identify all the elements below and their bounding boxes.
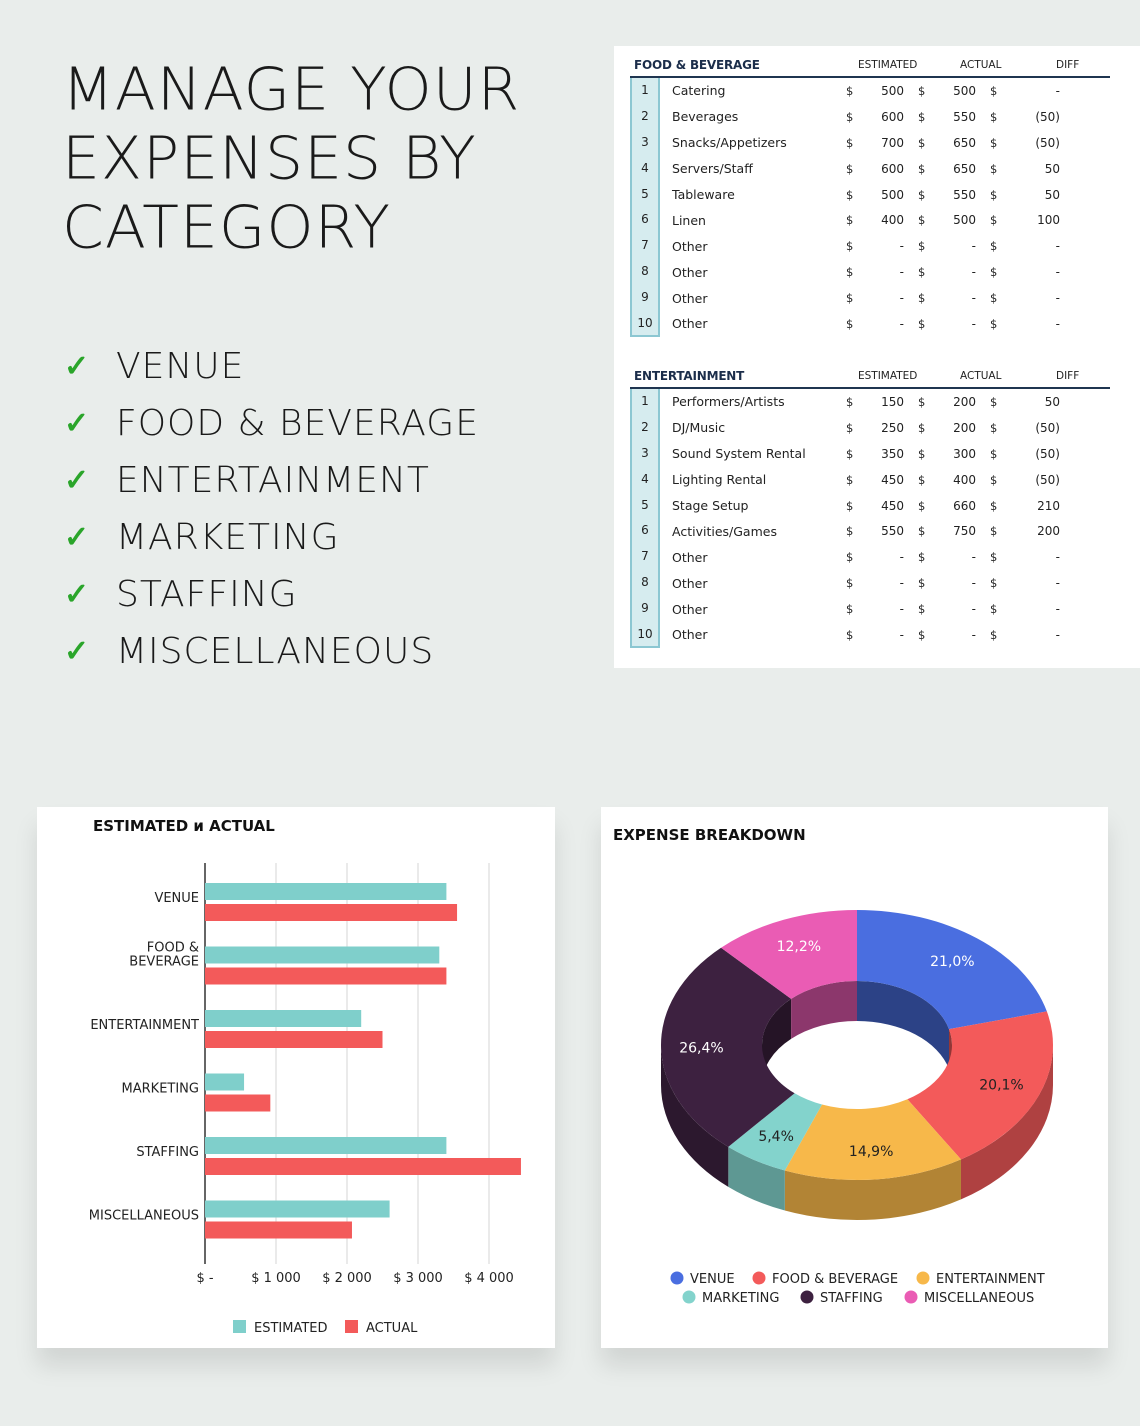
legend-dot bbox=[671, 1272, 684, 1285]
slice-label: 21,0% bbox=[930, 953, 975, 970]
headline-line: CATEGORY bbox=[62, 193, 392, 263]
row-name: Other bbox=[672, 238, 708, 254]
estimated-value: 700 bbox=[881, 135, 904, 150]
currency: $ bbox=[918, 576, 926, 591]
x-tick-label: $ 2 000 bbox=[322, 1271, 372, 1286]
estimated-value: - bbox=[899, 316, 904, 331]
currency: $ bbox=[846, 316, 854, 331]
diff-value: (50) bbox=[1035, 135, 1060, 150]
row-name: Tableware bbox=[672, 187, 735, 202]
legend-label: VENUE bbox=[690, 1272, 735, 1287]
row-number: 7 bbox=[630, 233, 660, 259]
row-number: 4 bbox=[630, 467, 660, 493]
estimated-value: 450 bbox=[881, 472, 904, 487]
slice-label: 12,2% bbox=[776, 939, 822, 956]
currency: $ bbox=[846, 524, 854, 539]
currency: $ bbox=[846, 239, 854, 254]
currency: $ bbox=[918, 239, 926, 254]
table-row bbox=[630, 570, 1110, 596]
legend-label: ENTERTAINMENT bbox=[936, 1272, 1045, 1287]
check-icon: ✓ bbox=[64, 350, 90, 383]
legend-dot bbox=[683, 1291, 696, 1304]
estimated-value: - bbox=[899, 576, 904, 591]
currency: $ bbox=[918, 83, 926, 98]
legend-label: ACTUAL bbox=[366, 1321, 418, 1336]
bar-actual bbox=[205, 1158, 521, 1175]
check-icon: ✓ bbox=[64, 407, 90, 440]
table-row bbox=[630, 285, 1110, 311]
bar-estimated bbox=[205, 1010, 361, 1027]
diff-value: 50 bbox=[1044, 187, 1060, 202]
x-tick-label: $ - bbox=[196, 1271, 214, 1286]
row-number: 7 bbox=[630, 544, 660, 570]
row-name: Other bbox=[672, 290, 708, 306]
row-name: Sound System Rental bbox=[672, 446, 806, 462]
table-row bbox=[630, 441, 1110, 467]
currency: $ bbox=[990, 498, 998, 513]
table-row bbox=[630, 156, 1110, 182]
diff-value: (50) bbox=[1035, 472, 1060, 487]
currency: $ bbox=[846, 472, 854, 487]
col-actual: ACTUAL bbox=[960, 59, 1002, 71]
currency: $ bbox=[846, 576, 854, 591]
category-label: FOOD & bbox=[146, 940, 199, 956]
currency: $ bbox=[846, 550, 854, 565]
currency: $ bbox=[918, 498, 926, 513]
legend-dot bbox=[917, 1272, 930, 1285]
table-row bbox=[630, 544, 1110, 570]
actual-value: - bbox=[971, 627, 976, 642]
pie-chart-title: EXPENSE BREAKDOWN bbox=[613, 826, 806, 844]
col-actual: ACTUAL bbox=[960, 370, 1002, 382]
currency: $ bbox=[846, 213, 854, 228]
row-name: Other bbox=[672, 601, 708, 617]
currency: $ bbox=[990, 446, 998, 461]
table-row bbox=[630, 311, 1110, 337]
table-row bbox=[630, 78, 1110, 104]
actual-value: - bbox=[971, 602, 976, 617]
currency: $ bbox=[918, 394, 926, 409]
table-row bbox=[630, 207, 1110, 233]
currency: $ bbox=[918, 316, 926, 331]
estimated-value: 400 bbox=[881, 213, 904, 228]
diff-value: (50) bbox=[1035, 420, 1060, 435]
row-name: Performers/Artists bbox=[672, 394, 785, 410]
table-row bbox=[630, 596, 1110, 622]
currency: $ bbox=[846, 265, 854, 280]
legend-label: MARKETING bbox=[702, 1291, 780, 1306]
actual-value: 300 bbox=[953, 446, 976, 461]
estimated-value: 600 bbox=[881, 109, 904, 124]
diff-value: - bbox=[1055, 316, 1060, 331]
actual-value: 500 bbox=[953, 213, 976, 228]
estimated-value: 150 bbox=[881, 394, 904, 409]
bar-estimated bbox=[205, 1137, 446, 1154]
row-number: 1 bbox=[630, 78, 660, 104]
diff-value: 200 bbox=[1037, 524, 1060, 539]
diff-value: 50 bbox=[1044, 161, 1060, 176]
row-name: Linen bbox=[672, 212, 706, 228]
actual-value: 750 bbox=[953, 524, 976, 539]
category-item bbox=[64, 509, 544, 566]
diff-value: 210 bbox=[1037, 498, 1060, 513]
estimated-value: 500 bbox=[881, 187, 904, 202]
category-item bbox=[64, 338, 544, 395]
category-label: ENTERTAINMENT bbox=[116, 460, 430, 501]
estimated-value: - bbox=[899, 265, 904, 280]
table-row bbox=[630, 622, 1110, 648]
row-number: 6 bbox=[630, 207, 660, 233]
estimated-value: - bbox=[899, 602, 904, 617]
row-name: Catering bbox=[672, 83, 726, 99]
table-row bbox=[630, 104, 1110, 130]
estimated-value: 450 bbox=[881, 498, 904, 513]
currency: $ bbox=[990, 161, 998, 176]
row-name: Other bbox=[672, 575, 708, 591]
headline-line: MANAGE YOUR bbox=[62, 55, 521, 125]
category-item bbox=[64, 566, 544, 623]
row-number: 5 bbox=[630, 182, 660, 208]
currency: $ bbox=[918, 472, 926, 487]
table-row bbox=[630, 493, 1110, 519]
category-label: MARKETING bbox=[121, 1081, 199, 1097]
bar-estimated bbox=[205, 883, 446, 900]
bar-estimated bbox=[205, 1074, 244, 1091]
currency: $ bbox=[918, 446, 926, 461]
category-label: BEVERAGE bbox=[129, 954, 199, 970]
row-number: 4 bbox=[630, 156, 660, 182]
table-row bbox=[630, 389, 1110, 415]
legend-dot bbox=[753, 1272, 766, 1285]
row-name: Other bbox=[672, 264, 708, 280]
actual-value: 200 bbox=[953, 394, 976, 409]
row-name: Other bbox=[672, 316, 708, 332]
actual-value: - bbox=[971, 316, 976, 331]
actual-value: 200 bbox=[953, 420, 976, 435]
diff-value: 100 bbox=[1037, 213, 1060, 228]
category-item bbox=[64, 623, 544, 680]
actual-value: - bbox=[971, 239, 976, 254]
actual-value: 660 bbox=[953, 498, 976, 513]
currency: $ bbox=[846, 109, 854, 124]
legend-label: ESTIMATED bbox=[254, 1321, 328, 1336]
col-estimated: ESTIMATED bbox=[858, 370, 918, 382]
bar-actual bbox=[205, 1095, 270, 1112]
diff-value: (50) bbox=[1035, 109, 1060, 124]
estimated-value: - bbox=[899, 627, 904, 642]
category-label: MISCELLANEOUS bbox=[88, 1208, 199, 1224]
diff-value: - bbox=[1055, 602, 1060, 617]
currency: $ bbox=[990, 550, 998, 565]
estimated-value: 350 bbox=[881, 446, 904, 461]
table-row bbox=[630, 259, 1110, 285]
currency: $ bbox=[990, 109, 998, 124]
currency: $ bbox=[990, 576, 998, 591]
category-label: ENTERTAINMENT bbox=[90, 1018, 199, 1033]
table-row bbox=[630, 182, 1110, 208]
actual-value: 550 bbox=[953, 109, 976, 124]
currency: $ bbox=[918, 135, 926, 150]
currency: $ bbox=[990, 213, 998, 228]
currency: $ bbox=[846, 394, 854, 409]
category-label: MARKETING bbox=[116, 517, 340, 558]
currency: $ bbox=[990, 627, 998, 642]
row-number: 9 bbox=[630, 596, 660, 622]
row-number: 9 bbox=[630, 285, 660, 311]
currency: $ bbox=[918, 602, 926, 617]
row-number: 2 bbox=[630, 104, 660, 130]
row-number: 1 bbox=[630, 389, 660, 415]
table-row bbox=[630, 233, 1110, 259]
row-name: DJ/Music bbox=[672, 420, 726, 436]
food-beverage-table bbox=[630, 54, 1110, 337]
table-row bbox=[630, 467, 1110, 493]
legend-dot bbox=[801, 1291, 814, 1304]
col-estimated: ESTIMATED bbox=[858, 59, 918, 71]
expense-sheet bbox=[614, 46, 1140, 668]
currency: $ bbox=[990, 83, 998, 98]
row-name: Other bbox=[672, 549, 708, 565]
check-icon: ✓ bbox=[64, 521, 90, 554]
currency: $ bbox=[846, 83, 854, 98]
actual-value: 650 bbox=[953, 135, 976, 150]
category-label: STAFFING bbox=[116, 574, 298, 615]
diff-value: - bbox=[1055, 550, 1060, 565]
row-name: Other bbox=[672, 627, 708, 643]
bar-actual bbox=[205, 1222, 352, 1239]
currency: $ bbox=[918, 627, 926, 642]
legend-swatch-estimated bbox=[233, 1320, 246, 1333]
category-item bbox=[64, 452, 544, 509]
estimated-value: 600 bbox=[881, 161, 904, 176]
currency: $ bbox=[846, 161, 854, 176]
diff-value: - bbox=[1055, 627, 1060, 642]
currency: $ bbox=[918, 187, 926, 202]
category-label: VENUE bbox=[116, 346, 245, 387]
currency: $ bbox=[846, 135, 854, 150]
currency: $ bbox=[990, 291, 998, 306]
table-row bbox=[630, 130, 1110, 156]
x-tick-label: $ 3 000 bbox=[393, 1271, 443, 1286]
headline-line: EXPENSES BY bbox=[62, 124, 477, 194]
currency: $ bbox=[990, 239, 998, 254]
diff-value: - bbox=[1055, 576, 1060, 591]
headline bbox=[62, 56, 582, 263]
estimated-value: - bbox=[899, 550, 904, 565]
row-name: Stage Setup bbox=[672, 498, 749, 513]
slice-label: 5,4% bbox=[758, 1129, 794, 1146]
currency: $ bbox=[846, 187, 854, 202]
legend-label: FOOD & BEVERAGE bbox=[772, 1272, 899, 1287]
bar-actual bbox=[205, 968, 446, 985]
currency: $ bbox=[918, 291, 926, 306]
estimated-value: - bbox=[899, 291, 904, 306]
row-number: 10 bbox=[630, 311, 660, 337]
actual-value: - bbox=[971, 550, 976, 565]
legend-label: STAFFING bbox=[820, 1291, 883, 1306]
row-number: 2 bbox=[630, 415, 660, 441]
row-number: 5 bbox=[630, 493, 660, 519]
actual-value: 550 bbox=[953, 187, 976, 202]
currency: $ bbox=[918, 420, 926, 435]
currency: $ bbox=[846, 291, 854, 306]
slice-label: 26,4% bbox=[679, 1040, 724, 1057]
entertainment-table bbox=[630, 365, 1110, 648]
slice-label: 14,9% bbox=[848, 1144, 894, 1161]
actual-value: - bbox=[971, 291, 976, 306]
table-row bbox=[630, 415, 1110, 441]
check-icon: ✓ bbox=[64, 578, 90, 611]
table-header bbox=[630, 54, 1110, 78]
row-number: 8 bbox=[630, 259, 660, 285]
estimated-value: - bbox=[899, 239, 904, 254]
pie-chart bbox=[601, 807, 1108, 1348]
currency: $ bbox=[846, 446, 854, 461]
diff-value: 50 bbox=[1044, 394, 1060, 409]
currency: $ bbox=[846, 420, 854, 435]
section-title: FOOD & BEVERAGE bbox=[634, 58, 760, 72]
bar-chart-panel bbox=[37, 807, 555, 1348]
col-diff: DIFF bbox=[1056, 59, 1080, 71]
category-checklist bbox=[64, 338, 544, 680]
actual-value: - bbox=[971, 576, 976, 591]
x-tick-label: $ 1 000 bbox=[251, 1271, 301, 1286]
row-number: 3 bbox=[630, 130, 660, 156]
currency: $ bbox=[990, 394, 998, 409]
bar-estimated bbox=[205, 1201, 390, 1218]
currency: $ bbox=[990, 472, 998, 487]
currency: $ bbox=[918, 161, 926, 176]
currency: $ bbox=[990, 420, 998, 435]
row-number: 8 bbox=[630, 570, 660, 596]
legend-label: MISCELLANEOUS bbox=[924, 1291, 1035, 1306]
currency: $ bbox=[990, 135, 998, 150]
slice-label: 20,1% bbox=[979, 1077, 1024, 1094]
col-diff: DIFF bbox=[1056, 370, 1080, 382]
bar-estimated bbox=[205, 947, 439, 964]
check-icon: ✓ bbox=[64, 464, 90, 497]
table-row bbox=[630, 518, 1110, 544]
row-name: Servers/Staff bbox=[672, 161, 753, 177]
actual-value: 500 bbox=[953, 83, 976, 98]
bar-actual bbox=[205, 904, 457, 921]
currency: $ bbox=[918, 213, 926, 228]
table-header bbox=[630, 365, 1110, 389]
pie-chart-panel bbox=[601, 807, 1108, 1348]
actual-value: 400 bbox=[953, 472, 976, 487]
currency: $ bbox=[990, 316, 998, 331]
currency: $ bbox=[918, 265, 926, 280]
row-name: Snacks/Appetizers bbox=[672, 135, 787, 151]
legend-dot bbox=[905, 1291, 918, 1304]
row-number: 10 bbox=[630, 622, 660, 648]
actual-value: - bbox=[971, 265, 976, 280]
currency: $ bbox=[990, 524, 998, 539]
diff-value: - bbox=[1055, 83, 1060, 98]
estimated-value: 500 bbox=[881, 83, 904, 98]
row-number: 3 bbox=[630, 441, 660, 467]
legend-swatch-actual bbox=[345, 1320, 358, 1333]
currency: $ bbox=[990, 602, 998, 617]
currency: $ bbox=[846, 602, 854, 617]
diff-value: - bbox=[1055, 291, 1060, 306]
currency: $ bbox=[918, 109, 926, 124]
category-label: STAFFING bbox=[136, 1145, 199, 1160]
row-number: 6 bbox=[630, 518, 660, 544]
diff-value: - bbox=[1055, 239, 1060, 254]
row-name: Activities/Games bbox=[672, 523, 777, 539]
bar-chart-title: ESTIMATED и ACTUAL bbox=[93, 817, 275, 835]
currency: $ bbox=[846, 627, 854, 642]
estimated-value: 250 bbox=[881, 420, 904, 435]
category-item bbox=[64, 395, 544, 452]
category-label: VENUE bbox=[154, 891, 199, 906]
estimated-value: 550 bbox=[881, 524, 904, 539]
row-name: Beverages bbox=[672, 109, 739, 125]
currency: $ bbox=[990, 265, 998, 280]
currency: $ bbox=[990, 187, 998, 202]
diff-value: (50) bbox=[1035, 446, 1060, 461]
section-title: ENTERTAINMENT bbox=[634, 369, 745, 383]
bar-actual bbox=[205, 1031, 383, 1048]
diff-value: - bbox=[1055, 265, 1060, 280]
category-label: MISCELLANEOUS bbox=[116, 631, 435, 672]
actual-value: 650 bbox=[953, 161, 976, 176]
bar-chart bbox=[37, 807, 555, 1348]
check-icon: ✓ bbox=[64, 635, 90, 668]
currency: $ bbox=[846, 498, 854, 513]
x-tick-label: $ 4 000 bbox=[464, 1271, 514, 1286]
category-label: FOOD & BEVERAGE bbox=[116, 403, 479, 444]
currency: $ bbox=[918, 524, 926, 539]
row-name: Lighting Rental bbox=[672, 472, 767, 488]
currency: $ bbox=[918, 550, 926, 565]
